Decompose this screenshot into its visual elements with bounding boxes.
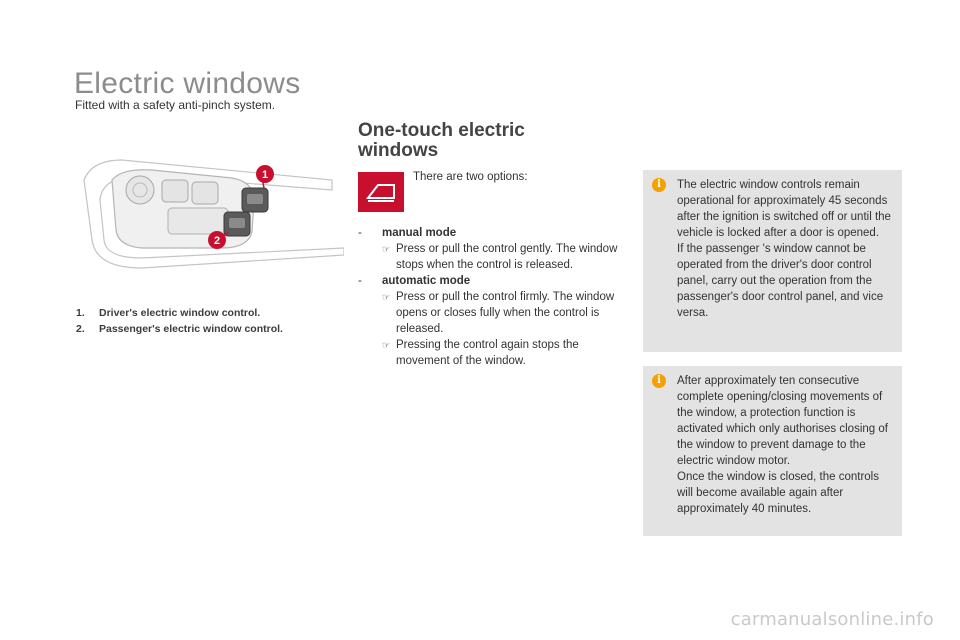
page-subtitle: Fitted with a safety anti-pinch system. bbox=[75, 98, 276, 112]
section-intro: There are two options: bbox=[413, 171, 528, 183]
mirror-knob bbox=[126, 176, 154, 204]
svg-text:2: 2 bbox=[213, 235, 221, 247]
watermark: carmanualsonline.info bbox=[730, 609, 934, 630]
window-control-illustration bbox=[82, 140, 344, 280]
caption-1: 1. Driver's electric window control. bbox=[76, 307, 261, 319]
option-automatic-step-2: ☞ Pressing the control again stops the movement of the window. bbox=[382, 339, 579, 367]
info-paragraph: If the passenger 's window cannot be operated from the driver's door control panel, carry out the operation from the passenger's door control panel, and vice versa. bbox=[677, 243, 884, 319]
option-manual-step: ☞ Press or pull the control gently. The window stops when the control is released. bbox=[382, 243, 618, 271]
info-box-protection bbox=[643, 366, 902, 536]
driver-window-switch bbox=[242, 188, 268, 212]
info-paragraph: The electric window controls remain operational for approximately 45 seconds after the ignition is switched off or until the vehicle is locked after a door is opened. bbox=[677, 179, 891, 239]
option-automatic-label: - automatic mode bbox=[358, 275, 471, 287]
pointing-hand-icon: ☞ bbox=[382, 292, 391, 302]
caption-2: 2. Passenger's electric window control. bbox=[76, 323, 283, 335]
info-paragraph: Once the window is closed, the controls will become available again after approximately 40 minutes. bbox=[677, 471, 879, 515]
pointing-hand-icon: ☞ bbox=[382, 244, 391, 254]
page-title: Electric windows bbox=[74, 67, 301, 100]
section-heading: One-touch electric windows bbox=[358, 120, 525, 161]
info-icon: i bbox=[652, 178, 666, 192]
pointing-hand-icon: ☞ bbox=[382, 340, 391, 350]
illustration-captions bbox=[76, 305, 283, 337]
option-automatic-step-1: ☞ Press or pull the control firmly. The window opens or closes fully when the control is released. bbox=[382, 291, 615, 335]
one-touch-window-icon bbox=[358, 172, 404, 212]
info-box-timeout bbox=[643, 170, 902, 352]
mirror-switch-left bbox=[162, 180, 188, 202]
svg-text:1: 1 bbox=[261, 169, 269, 181]
info-paragraph: After approximately ten consecutive complete opening/closing movements of the window, a protection function is activated which only authorises closing of the window to prevent damage to the electric window motor. bbox=[677, 375, 888, 467]
mirror-switch-right bbox=[192, 182, 218, 204]
info-icon: i bbox=[652, 374, 666, 388]
options-list bbox=[358, 225, 628, 369]
option-manual-label: - manual mode bbox=[358, 227, 457, 239]
